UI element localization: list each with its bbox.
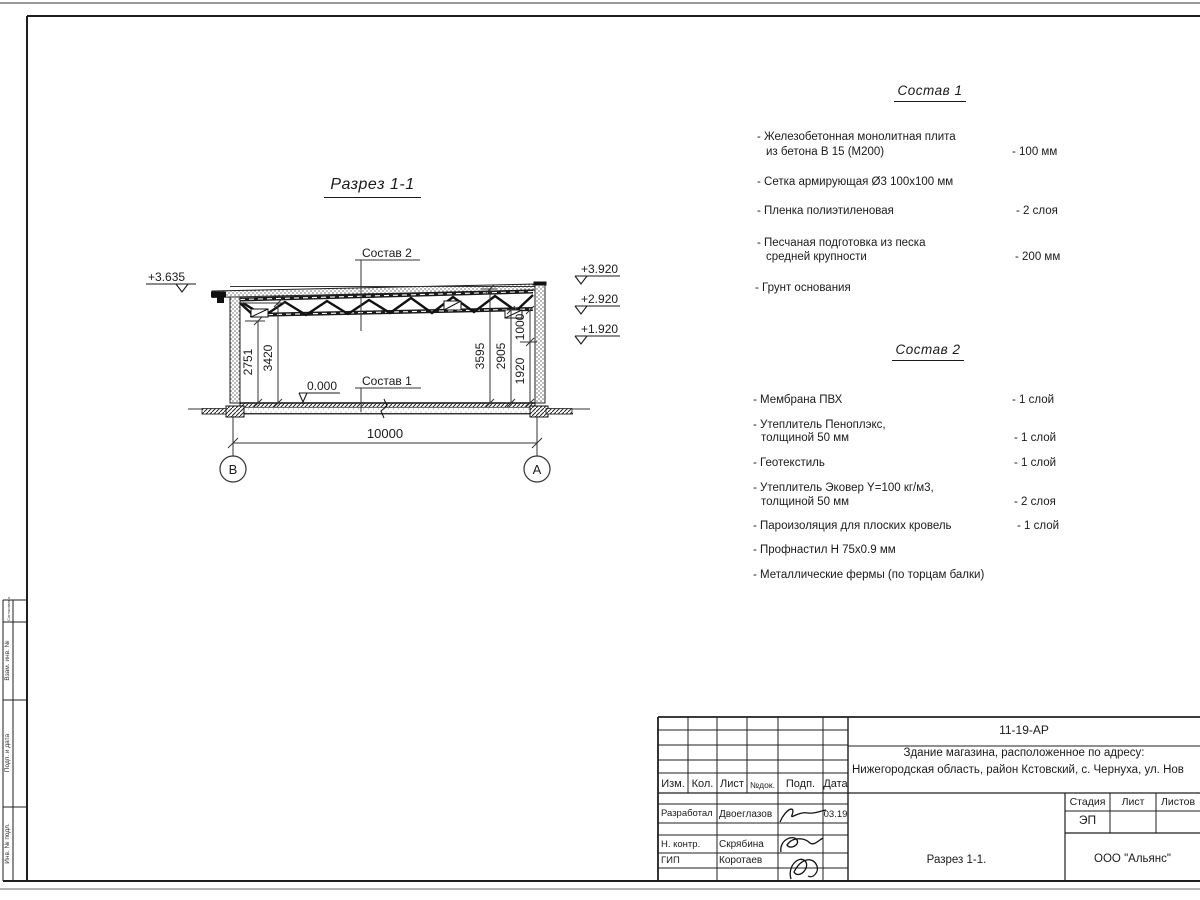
sheet-label: Лист (1121, 796, 1145, 808)
wall-left (230, 297, 240, 403)
company-name: ООО "Альянс" (1094, 853, 1171, 865)
callout-floor-label: Состав 1 (362, 374, 412, 388)
elevation-label: +1.920 (581, 322, 619, 336)
elevation-label: +3.635 (148, 270, 186, 284)
elevation-label: +2.920 (581, 292, 619, 306)
wall-right (535, 283, 545, 403)
zero-level-label: 0.000 (307, 379, 338, 393)
list-item-line: из бетона В 15 (М200) (766, 146, 885, 158)
col-izm: Изм. (661, 778, 685, 790)
callout-roof-label: Состав 2 (362, 246, 412, 260)
dim-label: 2905 (494, 342, 508, 370)
item-value: - 1 слой (1012, 394, 1055, 406)
item-value: - 2 слоя (1014, 496, 1056, 508)
item-value: - 100 мм (1012, 146, 1058, 158)
dim-label: 10000 (366, 426, 404, 441)
elevation-label: +3.920 (581, 262, 619, 276)
signature (781, 838, 823, 852)
list-item-line: - Геотекстиль (753, 457, 825, 469)
row-role: Разработал (661, 808, 713, 819)
stage-value: ЭП (1078, 813, 1097, 827)
list-title: Состав 1 (855, 82, 1005, 102)
col-kol: Кол. (691, 778, 714, 790)
list-item-line: - Пленка полиэтиленовая (757, 205, 894, 217)
col-podp: Подп. (785, 778, 816, 790)
col-data: Дата (823, 778, 848, 790)
item-value: - 200 мм (1015, 251, 1061, 263)
row-date: 03.19 (823, 809, 848, 820)
row-role: Н. контр. (661, 839, 701, 850)
side-stamp-cell: Согласовано (6, 596, 11, 621)
list-item-line: - Утеплитель Эковер Y=100 кг/м3, (753, 482, 934, 494)
callout-leaders (355, 260, 421, 412)
axis-label: В (228, 462, 238, 477)
project-code: 11-19-АР (999, 723, 1049, 737)
dim-label: 1920 (513, 357, 527, 385)
sheets-label: Листов (1160, 796, 1196, 808)
dim-label: 2751 (241, 348, 255, 376)
list-item-line: - Железобетонная монолитная плита (757, 131, 956, 143)
col-list: Лист (720, 778, 744, 790)
list-item-line: - Грунт основания (755, 282, 851, 294)
dimension-lines-right (481, 285, 537, 407)
stage-label: Стадия (1069, 796, 1106, 808)
list-item-line: средней крупности (766, 251, 867, 263)
list-item-line: толщиной 50 мм (761, 496, 850, 508)
item-value: - 1 слой (1017, 520, 1060, 532)
project-address-line1: Здание магазина, расположенное по адресу: (903, 747, 1145, 759)
item-value: - 1 слой (1014, 432, 1057, 444)
dim-label: 3420 (261, 344, 275, 372)
side-stamp-cell: Подп. и дата (4, 733, 11, 773)
doc-title: Разрез 1-1. (926, 854, 987, 866)
list-item-line: - Металлические фермы (по торцам балки) (753, 569, 985, 581)
list-item-line: - Пароизоляция для плоских кровель (753, 520, 952, 532)
side-stamp-cell: Инв. № подл. (4, 823, 11, 864)
item-value: - 1 слой (1014, 457, 1057, 469)
list-item-line: - Песчаная подготовка из песка (757, 237, 926, 249)
section-title: Разрез 1-1 (320, 176, 425, 198)
row-role: ГИП (661, 855, 680, 866)
parapet-cap (534, 282, 547, 286)
signature (790, 859, 817, 879)
roof-edge-block (211, 292, 226, 298)
list-item-line: - Утеплитель Пеноплэкс, (753, 419, 886, 431)
side-stamp-cell: Взам. инв. № (4, 640, 11, 681)
roof-bracket (217, 297, 224, 303)
axis-bubbles (220, 456, 550, 482)
section-view (146, 246, 620, 482)
list-title: Состав 2 (858, 341, 998, 361)
row-name: Скрябина (719, 839, 764, 850)
signatures (780, 809, 826, 879)
project-address-line2: Нижегородская область, район Кстовский, с. Чернуха, ул. Нов (852, 764, 1184, 776)
col-ndok: №док. (750, 780, 775, 790)
list-item-line: толщиной 50 мм (761, 432, 850, 444)
row-name: Коротаев (719, 855, 763, 866)
signature (780, 809, 826, 822)
list-item-line: - Мембрана ПВХ (753, 394, 843, 406)
list-item-line: - Профнастил Н 75х0.9 мм (753, 544, 896, 556)
axis-label: А (532, 462, 542, 477)
list-item-line: - Сетка армирующая Ø3 100х100 мм (757, 176, 954, 188)
item-value: - 2 слоя (1016, 205, 1058, 217)
row-name: Двоеглазов (719, 809, 773, 820)
dim-label: 3595 (473, 342, 487, 370)
dim-label: 1000 (513, 313, 527, 341)
